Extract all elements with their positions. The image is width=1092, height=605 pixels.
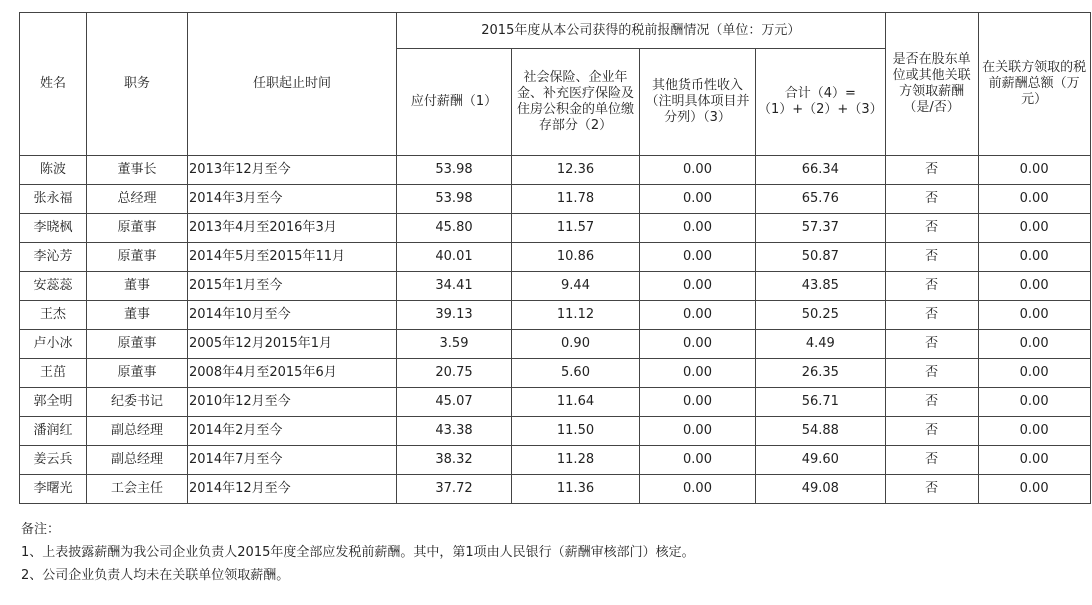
cell-payable: 38.32 bbox=[397, 446, 512, 475]
cell-position: 副总经理 bbox=[87, 417, 188, 446]
cell-payable: 45.80 bbox=[397, 214, 512, 243]
cell-total: 43.85 bbox=[756, 272, 886, 301]
cell-position: 原董事 bbox=[87, 359, 188, 388]
table-row bbox=[20, 446, 1091, 475]
cell-other: 0.00 bbox=[640, 359, 756, 388]
cell-insurance: 10.86 bbox=[512, 243, 640, 272]
cell-tenure: 2008年4月至2015年6月 bbox=[188, 359, 397, 388]
cell-name: 王杰 bbox=[20, 301, 87, 330]
cell-position: 董事 bbox=[87, 272, 188, 301]
cell-related-amount: 0.00 bbox=[978, 359, 1090, 388]
cell-related-flag: 否 bbox=[885, 185, 978, 214]
cell-related-amount: 0.00 bbox=[978, 272, 1090, 301]
cell-position: 原董事 bbox=[87, 330, 188, 359]
cell-name: 卢小冰 bbox=[20, 330, 87, 359]
table-row bbox=[20, 301, 1091, 330]
table-row bbox=[20, 417, 1091, 446]
cell-name: 陈波 bbox=[20, 156, 87, 185]
table-row bbox=[20, 330, 1091, 359]
cell-position: 副总经理 bbox=[87, 446, 188, 475]
header-total: 合计（4）=（1）+（2）+（3） bbox=[756, 49, 886, 156]
header-related-flag: 是否在股东单位或其他关联方领取薪酬（是/否） bbox=[885, 13, 978, 156]
cell-total: 4.49 bbox=[756, 330, 886, 359]
cell-other: 0.00 bbox=[640, 301, 756, 330]
notes bbox=[21, 522, 695, 591]
cell-position: 董事 bbox=[87, 301, 188, 330]
cell-related-amount: 0.00 bbox=[978, 388, 1090, 417]
header-insurance: 社会保险、企业年金、补充医疗保险及住房公积金的单位缴存部分（2） bbox=[512, 49, 640, 156]
cell-total: 49.08 bbox=[756, 475, 886, 504]
cell-insurance: 11.36 bbox=[512, 475, 640, 504]
cell-position: 工会主任 bbox=[87, 475, 188, 504]
cell-other: 0.00 bbox=[640, 214, 756, 243]
note-2: 2、公司企业负责人均未在关联单位领取薪酬。 bbox=[21, 568, 290, 583]
header-compensation-group: 2015年度从本公司获得的税前报酬情况（单位：万元） bbox=[397, 13, 886, 49]
cell-insurance: 11.64 bbox=[512, 388, 640, 417]
cell-name: 李曙光 bbox=[20, 475, 87, 504]
cell-name: 李晓枫 bbox=[20, 214, 87, 243]
cell-other: 0.00 bbox=[640, 417, 756, 446]
cell-related-amount: 0.00 bbox=[978, 475, 1090, 504]
cell-related-flag: 否 bbox=[885, 446, 978, 475]
cell-related-amount: 0.00 bbox=[978, 330, 1090, 359]
cell-payable: 3.59 bbox=[397, 330, 512, 359]
cell-tenure: 2014年5月至2015年11月 bbox=[188, 243, 397, 272]
cell-related-amount: 0.00 bbox=[978, 417, 1090, 446]
cell-tenure: 2005年12月2015年1月 bbox=[188, 330, 397, 359]
cell-tenure: 2014年3月至今 bbox=[188, 185, 397, 214]
cell-total: 50.25 bbox=[756, 301, 886, 330]
cell-related-flag: 否 bbox=[885, 330, 978, 359]
table-row bbox=[20, 214, 1091, 243]
cell-total: 65.76 bbox=[756, 185, 886, 214]
cell-payable: 53.98 bbox=[397, 156, 512, 185]
cell-insurance: 11.50 bbox=[512, 417, 640, 446]
cell-payable: 39.13 bbox=[397, 301, 512, 330]
cell-related-flag: 否 bbox=[885, 388, 978, 417]
cell-other: 0.00 bbox=[640, 156, 756, 185]
cell-name: 王茁 bbox=[20, 359, 87, 388]
cell-payable: 43.38 bbox=[397, 417, 512, 446]
cell-related-flag: 否 bbox=[885, 156, 978, 185]
cell-insurance: 11.78 bbox=[512, 185, 640, 214]
table-row bbox=[20, 475, 1091, 504]
cell-name: 张永福 bbox=[20, 185, 87, 214]
cell-related-amount: 0.00 bbox=[978, 243, 1090, 272]
cell-related-amount: 0.00 bbox=[978, 446, 1090, 475]
cell-tenure: 2013年12月至今 bbox=[188, 156, 397, 185]
cell-payable: 53.98 bbox=[397, 185, 512, 214]
table-row bbox=[20, 388, 1091, 417]
cell-related-flag: 否 bbox=[885, 417, 978, 446]
cell-position: 原董事 bbox=[87, 214, 188, 243]
cell-total: 26.35 bbox=[756, 359, 886, 388]
cell-related-flag: 否 bbox=[885, 243, 978, 272]
cell-name: 安蕊蕊 bbox=[20, 272, 87, 301]
cell-related-flag: 否 bbox=[885, 475, 978, 504]
cell-other: 0.00 bbox=[640, 475, 756, 504]
cell-name: 郭全明 bbox=[20, 388, 87, 417]
cell-other: 0.00 bbox=[640, 272, 756, 301]
cell-insurance: 9.44 bbox=[512, 272, 640, 301]
cell-total: 54.88 bbox=[756, 417, 886, 446]
cell-total: 50.87 bbox=[756, 243, 886, 272]
compensation-table bbox=[19, 12, 1091, 504]
cell-insurance: 5.60 bbox=[512, 359, 640, 388]
cell-other: 0.00 bbox=[640, 446, 756, 475]
cell-related-flag: 否 bbox=[885, 359, 978, 388]
cell-related-flag: 否 bbox=[885, 272, 978, 301]
cell-related-amount: 0.00 bbox=[978, 301, 1090, 330]
table-row bbox=[20, 359, 1091, 388]
header-payable: 应付薪酬（1） bbox=[397, 49, 512, 156]
cell-position: 总经理 bbox=[87, 185, 188, 214]
cell-total: 66.34 bbox=[756, 156, 886, 185]
cell-payable: 20.75 bbox=[397, 359, 512, 388]
cell-position: 董事长 bbox=[87, 156, 188, 185]
cell-insurance: 12.36 bbox=[512, 156, 640, 185]
header-other: 其他货币性收入（注明具体项目并分列）（3） bbox=[640, 49, 756, 156]
note-1: 1、上表披露薪酬为我公司企业负责人2015年度全部应发税前薪酬。其中，第1项由人民银行（薪酬审核部门）核定。 bbox=[21, 545, 695, 560]
cell-related-amount: 0.00 bbox=[978, 185, 1090, 214]
cell-related-flag: 否 bbox=[885, 214, 978, 243]
table-row bbox=[20, 156, 1091, 185]
cell-insurance: 11.28 bbox=[512, 446, 640, 475]
table-row bbox=[20, 185, 1091, 214]
cell-tenure: 2015年1月至今 bbox=[188, 272, 397, 301]
cell-position: 纪委书记 bbox=[87, 388, 188, 417]
header-position: 职务 bbox=[87, 13, 188, 156]
cell-insurance: 11.57 bbox=[512, 214, 640, 243]
cell-related-amount: 0.00 bbox=[978, 156, 1090, 185]
cell-name: 潘润红 bbox=[20, 417, 87, 446]
cell-tenure: 2014年2月至今 bbox=[188, 417, 397, 446]
cell-total: 56.71 bbox=[756, 388, 886, 417]
cell-position: 原董事 bbox=[87, 243, 188, 272]
cell-name: 姜云兵 bbox=[20, 446, 87, 475]
cell-tenure: 2014年10月至今 bbox=[188, 301, 397, 330]
cell-insurance: 11.12 bbox=[512, 301, 640, 330]
cell-tenure: 2010年12月至今 bbox=[188, 388, 397, 417]
header-tenure: 任职起止时间 bbox=[188, 13, 397, 156]
table-row bbox=[20, 272, 1091, 301]
cell-payable: 34.41 bbox=[397, 272, 512, 301]
cell-other: 0.00 bbox=[640, 185, 756, 214]
notes-title: 备注： bbox=[21, 522, 61, 537]
cell-tenure: 2013年4月至2016年3月 bbox=[188, 214, 397, 243]
cell-payable: 37.72 bbox=[397, 475, 512, 504]
cell-tenure: 2014年12月至今 bbox=[188, 475, 397, 504]
header-related-amount: 在关联方领取的税前薪酬总额（万元） bbox=[978, 13, 1090, 156]
cell-related-amount: 0.00 bbox=[978, 214, 1090, 243]
header-name: 姓名 bbox=[20, 13, 87, 156]
cell-related-flag: 否 bbox=[885, 301, 978, 330]
cell-other: 0.00 bbox=[640, 330, 756, 359]
cell-payable: 45.07 bbox=[397, 388, 512, 417]
table-row bbox=[20, 243, 1091, 272]
cell-tenure: 2014年7月至今 bbox=[188, 446, 397, 475]
cell-insurance: 0.90 bbox=[512, 330, 640, 359]
cell-name: 李沁芳 bbox=[20, 243, 87, 272]
cell-total: 57.37 bbox=[756, 214, 886, 243]
cell-other: 0.00 bbox=[640, 243, 756, 272]
cell-other: 0.00 bbox=[640, 388, 756, 417]
cell-total: 49.60 bbox=[756, 446, 886, 475]
cell-payable: 40.01 bbox=[397, 243, 512, 272]
